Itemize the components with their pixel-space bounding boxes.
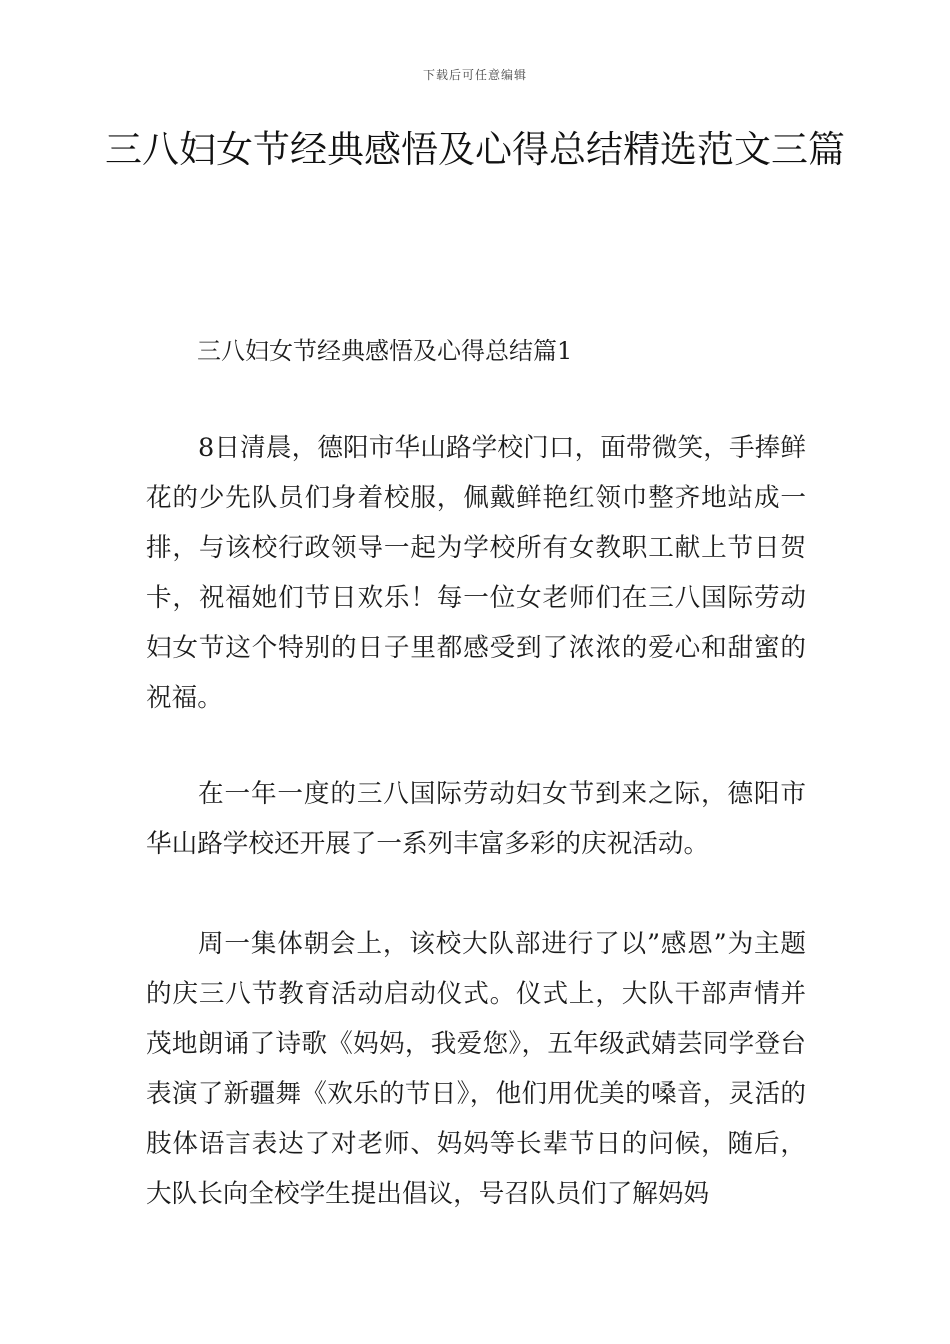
header-note: 下载后可任意编辑 (422, 68, 527, 82)
paragraph-3: 周一集体朝会上，该校大队部进行了以”感恩”为主题的庆三八节教育活动启动仪式。仪式上，大队干部声情并茂地朗诵了诗歌《妈妈，我爱您》，五年级武婧芸同学登台表演了新疆舞《欢乐的节日》，他们用优美的嗓音，灵活的肢体语言表达了对老师、妈妈等长辈节日的问候，随后，大队长向全校学生提出倡议，号召队员们了解妈妈 (146, 929, 806, 1209)
paragraph-1: 8日清晨，德阳市华山路学校门口，面带微笑，手捧鲜花的少先队员们身着校服，佩戴鲜艳红领巾整齐地站成一排，与该校行政领导一起为学校所有女教职工献上节日贺卡，祝福她们节日欢乐！每一位女老师们在三八国际劳动妇女节这个特别的日子里都感受到了浓浓的爱心和甜蜜的祝福。 (146, 433, 806, 713)
section-heading: 三八妇女节经典感悟及心得总结篇1 (197, 337, 573, 365)
document-title: 三八妇女节经典感悟及心得总结精选范文三篇 (105, 128, 845, 171)
paragraph-2: 在一年一度的三八国际劳动妇女节到来之际，德阳市华山路学校还开展了一系列丰富多彩的庆祝活动。 (146, 779, 806, 859)
